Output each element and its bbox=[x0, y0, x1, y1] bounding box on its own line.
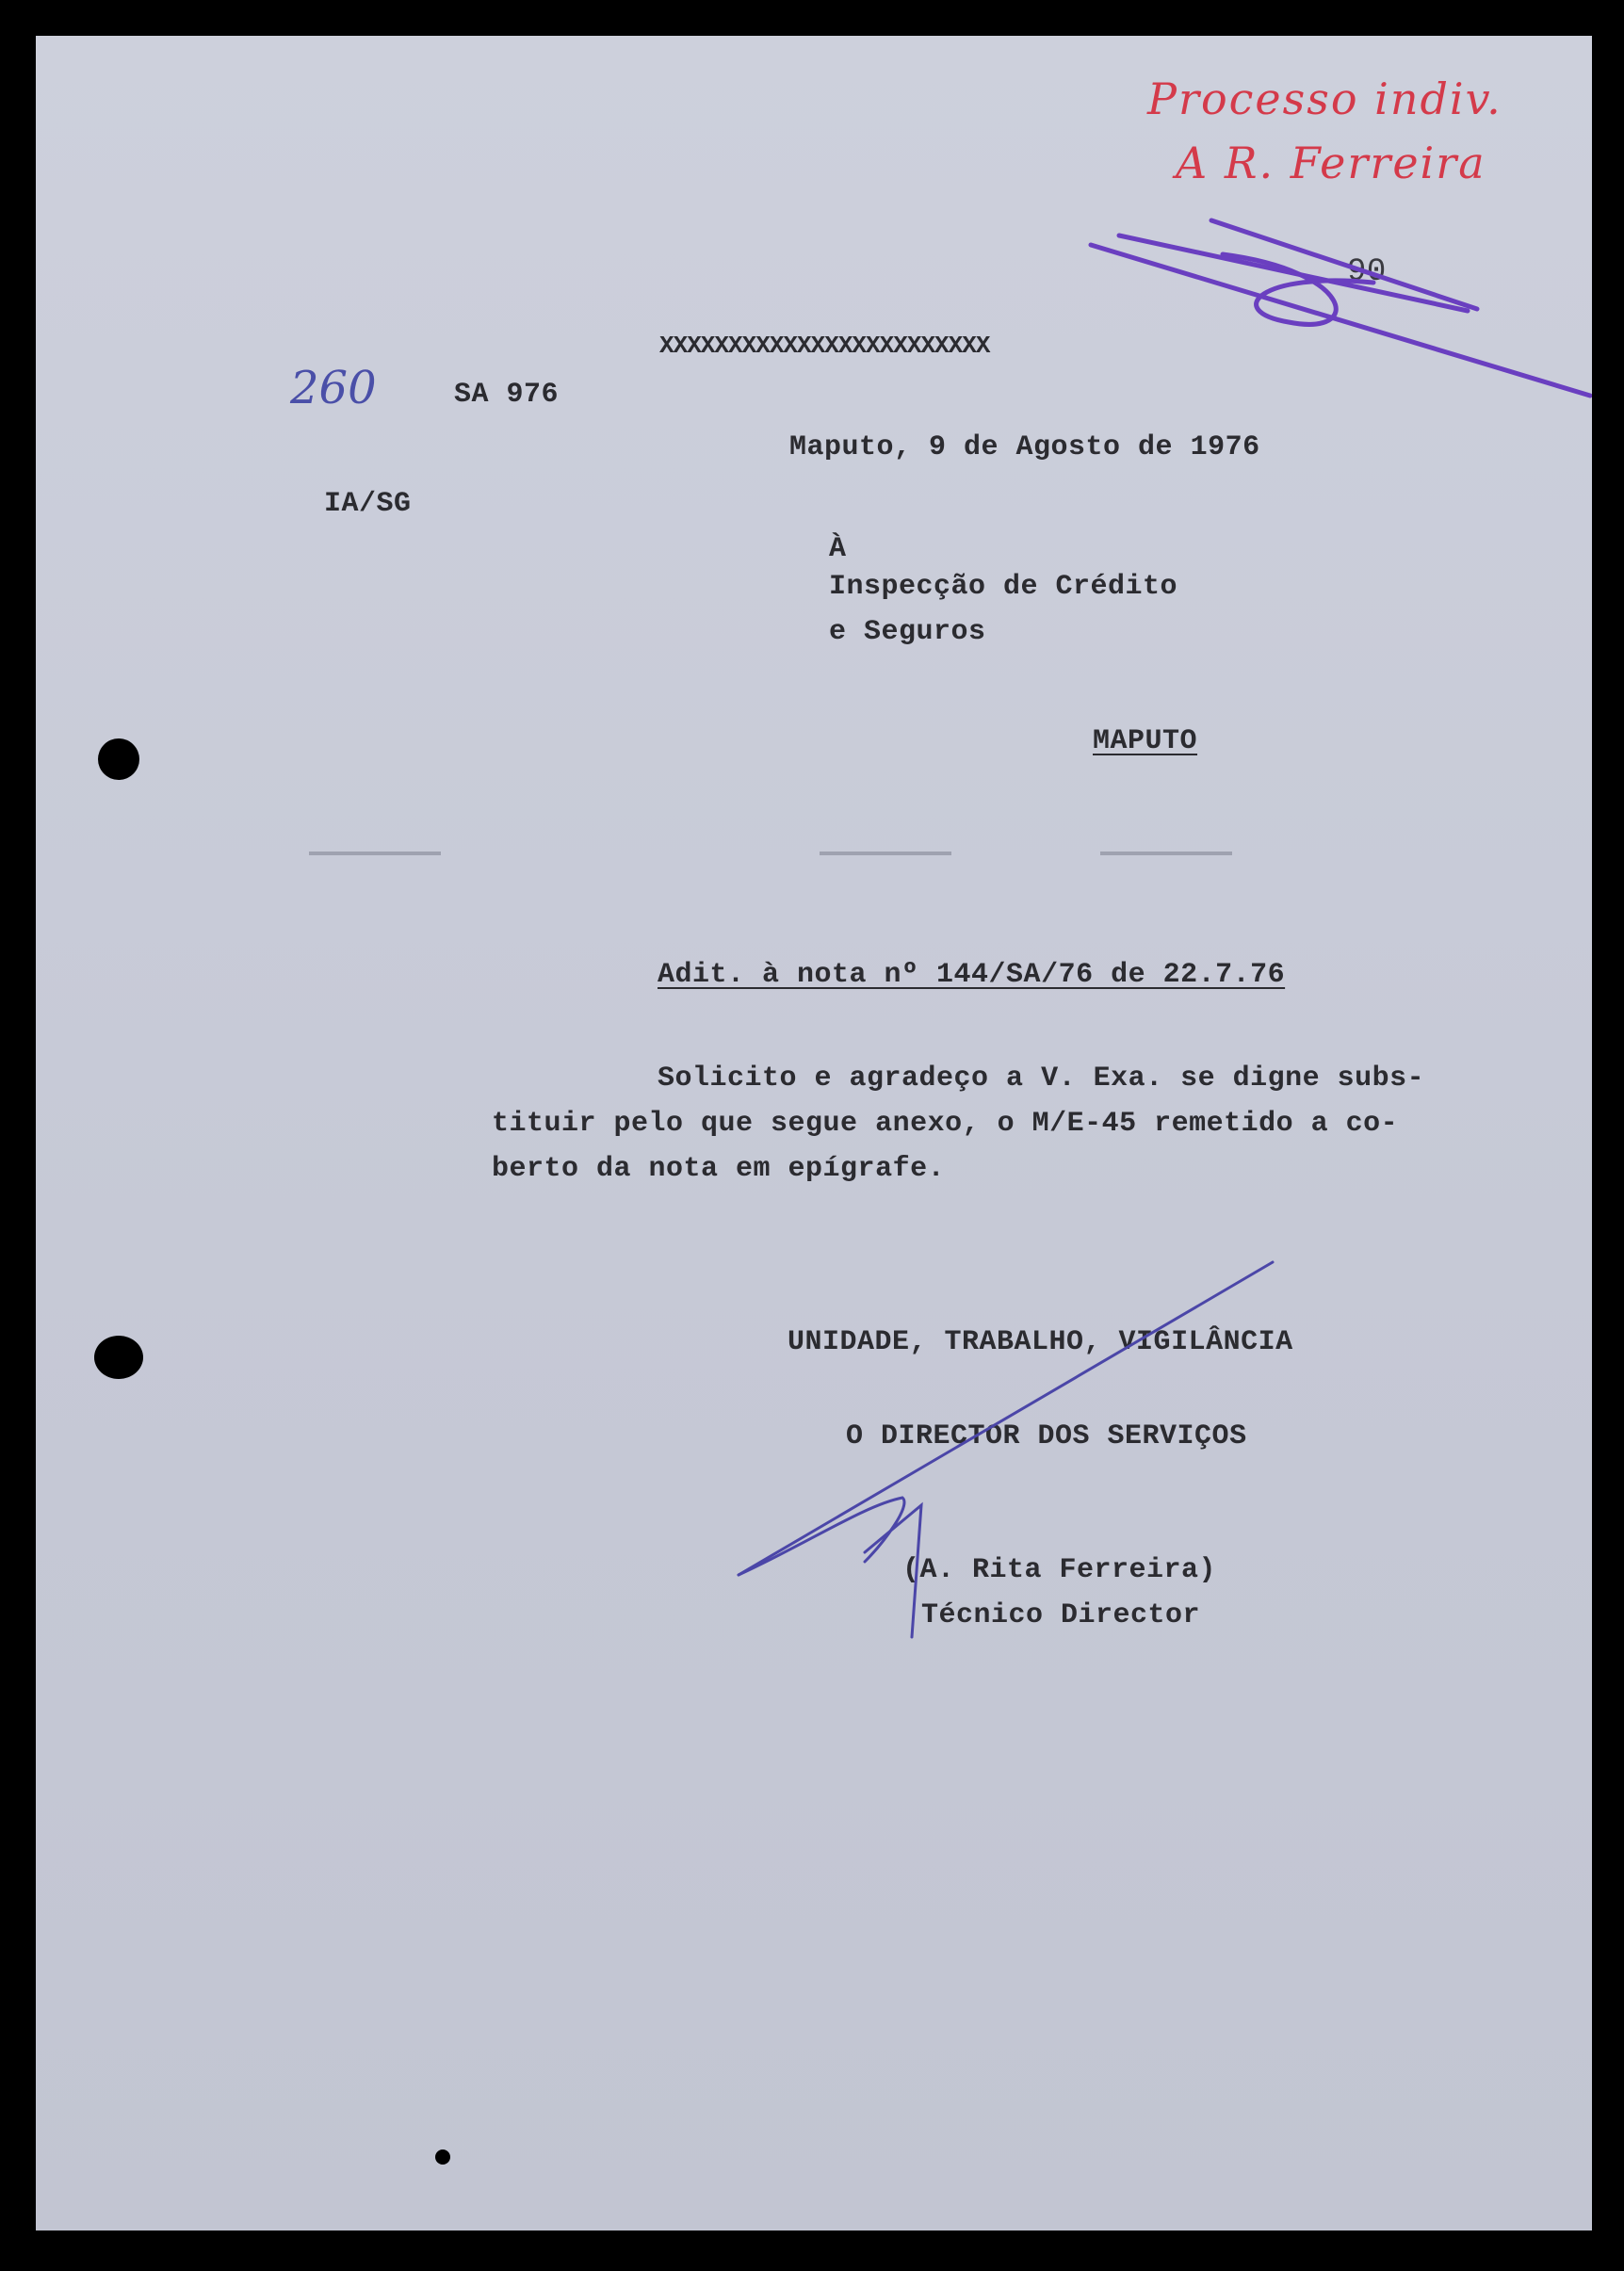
handwritten-number: 260 bbox=[290, 362, 377, 414]
signatory-role: Técnico Director bbox=[921, 1599, 1201, 1631]
ink-strokes bbox=[36, 36, 1592, 2230]
recipient-prefix: À bbox=[829, 533, 847, 565]
closing-motto: UNIDADE, TRABALHO, VIGILÂNCIA bbox=[788, 1326, 1293, 1358]
recipient-city: MAPUTO bbox=[1093, 725, 1198, 757]
body-line: Solicito e agradeço a V. Exa. se digne subs- bbox=[658, 1063, 1425, 1095]
signatory-name: (A. Rita Ferreira) bbox=[902, 1554, 1217, 1586]
recipient-line1: Inspecção de Crédito bbox=[829, 571, 1178, 603]
recipient-line2: e Seguros bbox=[829, 616, 986, 648]
date-line: Maputo, 9 de Agosto de 1976 bbox=[789, 431, 1260, 463]
body-line: berto da nota em epígrafe. bbox=[492, 1153, 946, 1185]
handwritten-note-line1: Processo indiv. bbox=[1147, 73, 1502, 124]
handwritten-note-line2: A R. Ferreira bbox=[1176, 138, 1486, 188]
stamp-crossout bbox=[1091, 220, 1590, 396]
stamp-number: 90 bbox=[1347, 254, 1387, 290]
department-code: IA/SG bbox=[324, 488, 412, 520]
reference-number: SA 976 bbox=[454, 379, 560, 411]
closing-title: O DIRECTOR DOS SERVIÇOS bbox=[846, 1420, 1247, 1452]
subject-line: Adit. à nota nº 144/SA/76 de 22.7.76 bbox=[658, 959, 1286, 991]
signature bbox=[739, 1262, 1273, 1637]
body-line: tituir pelo que segue anexo, o M/E-45 remetido a co- bbox=[492, 1108, 1399, 1140]
document-sheet bbox=[36, 36, 1592, 2230]
crossed-out-line: XXXXXXXXXXXXXXXXXXXXXXXX bbox=[659, 332, 990, 360]
